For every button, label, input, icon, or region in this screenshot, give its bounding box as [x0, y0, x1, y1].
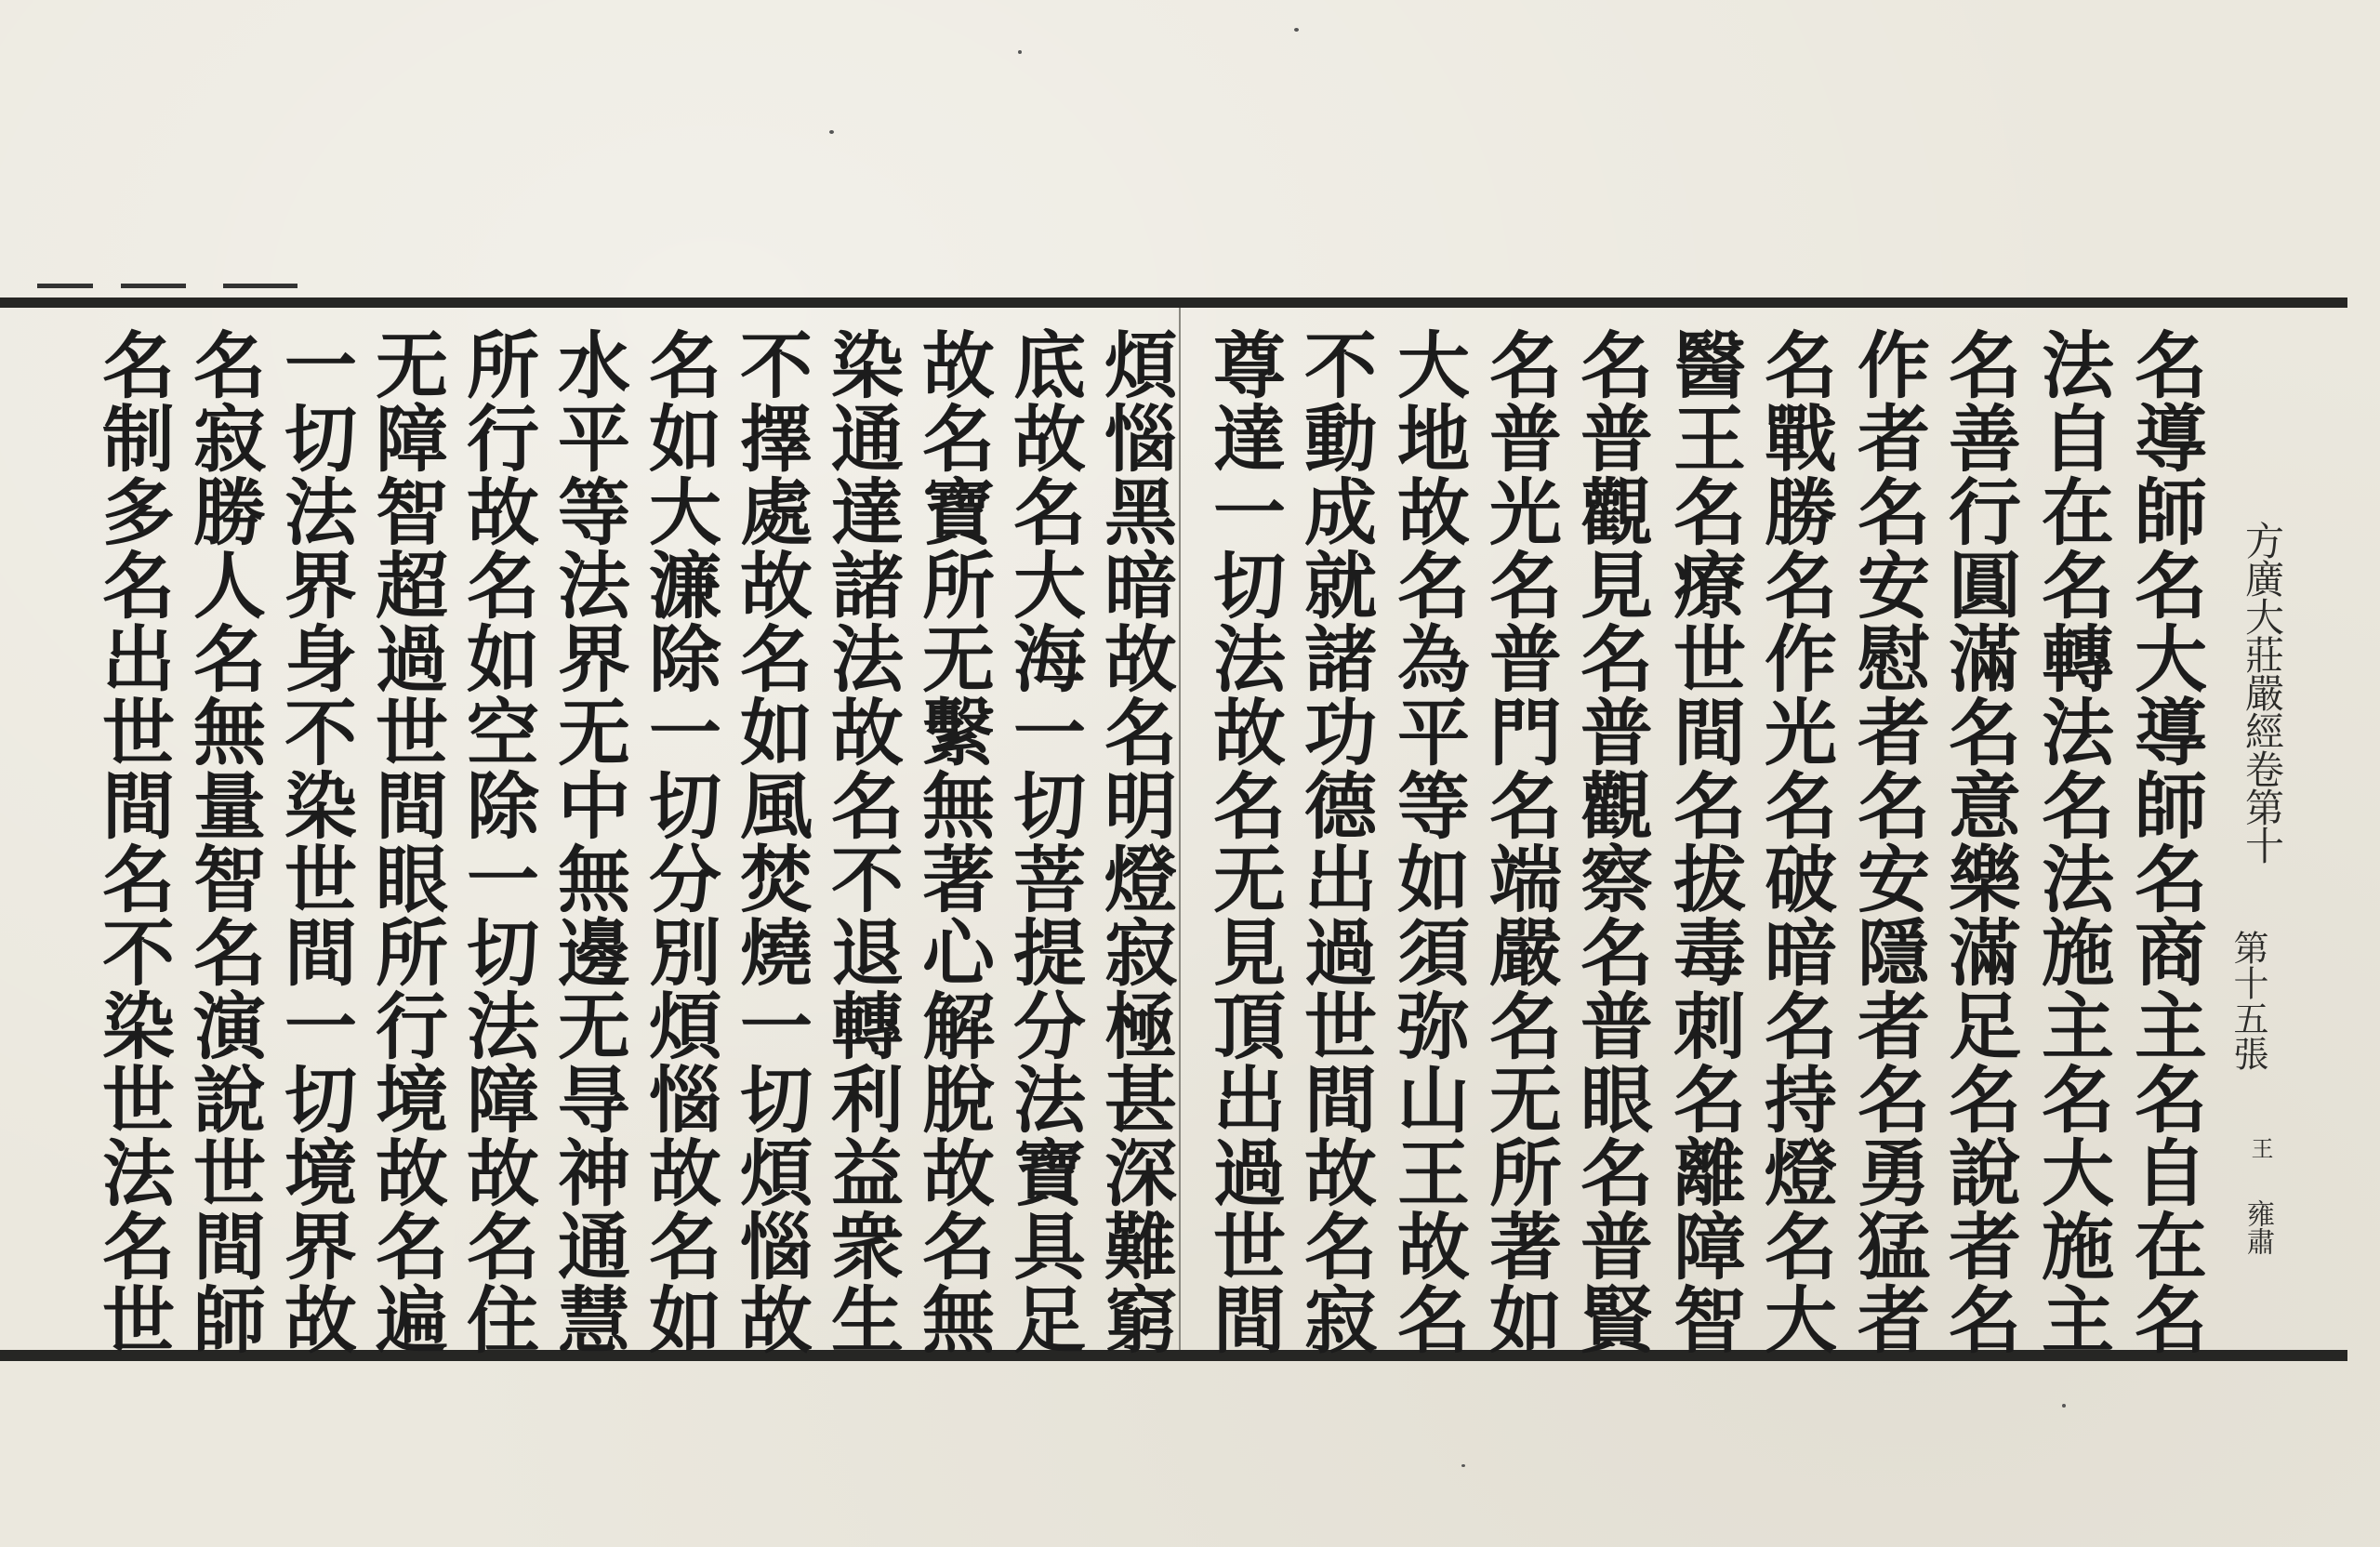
text-column-12: 煩惱黑暗故名明燈寂極甚深難窮: [1092, 327, 1177, 1355]
ink-speck: [1294, 28, 1299, 32]
text-column-17: 名如大濂除一切分別煩惱故名如: [637, 327, 721, 1355]
block-margin-title: 方廣大莊嚴經卷第十: [2240, 521, 2285, 864]
text-column-3: 名善行圓滿名意樂滿足名說者名: [1937, 327, 2021, 1355]
ink-speck: [1461, 1464, 1465, 1467]
ink-speck: [2062, 1404, 2066, 1408]
text-column-7: 名普觀見名普觀察名普眼名普賢: [1568, 327, 1653, 1355]
text-column-23: 名制多名出世間名不染世法名世: [90, 327, 175, 1355]
text-column-6: 醫王名療世間名拔毒刺名離障智: [1661, 327, 1746, 1355]
text-column-8: 名普光名普門名端嚴名无所著如: [1477, 327, 1562, 1355]
ink-speck: [1018, 50, 1022, 54]
text-column-14: 故名寶所无繫無著心解脫故名無: [910, 327, 995, 1355]
text-column-1: 名導師名大導師名商主名自在名: [2122, 327, 2207, 1355]
text-column-19: 所行故名如空除一切法障故名住: [455, 327, 539, 1355]
text-column-10: 不動成就諸功德出過世間故名寂: [1292, 327, 1377, 1355]
border-fragment: [223, 284, 298, 288]
carver-name: 雍肅: [2241, 1199, 2274, 1255]
text-column-4: 作者名安慰者名安隱者名勇猛者: [1845, 327, 1930, 1355]
text-column-16: 不擇處故名如風焚燒一切煩惱故: [728, 327, 813, 1355]
text-column-11: 尊達一切法故名无見頂出過世間: [1201, 327, 1286, 1355]
block-page-number: 第十五張: [2228, 930, 2268, 1071]
block-margin-mark: 王: [2247, 1137, 2273, 1159]
text-column-13: 底故名大海一切菩提分法寶具足: [1001, 327, 1086, 1355]
text-column-2: 法自在名轉法名法施主名大施主: [2030, 327, 2114, 1355]
text-column-21: 一切法界身不染世間一切境界故: [272, 327, 357, 1355]
text-column-20: 无障智超過世間眼所行境故名遍: [364, 327, 448, 1355]
text-column-9: 大地故名為平等如須弥山王故名: [1385, 327, 1470, 1355]
text-column-5: 名戰勝名作光名破暗名持燈名大: [1752, 327, 1837, 1355]
border-fragment: [121, 284, 186, 288]
text-column-18: 水平等法界无中無邊无㝵神通慧: [546, 327, 630, 1355]
top-border-rule: [0, 298, 2347, 308]
ink-speck: [829, 130, 834, 134]
text-column-15: 染通達諸法故名不退轉利益衆生: [819, 327, 904, 1355]
text-column-22: 名寂勝人名無量智名演說世間師: [181, 327, 266, 1355]
border-fragment: [37, 284, 93, 288]
